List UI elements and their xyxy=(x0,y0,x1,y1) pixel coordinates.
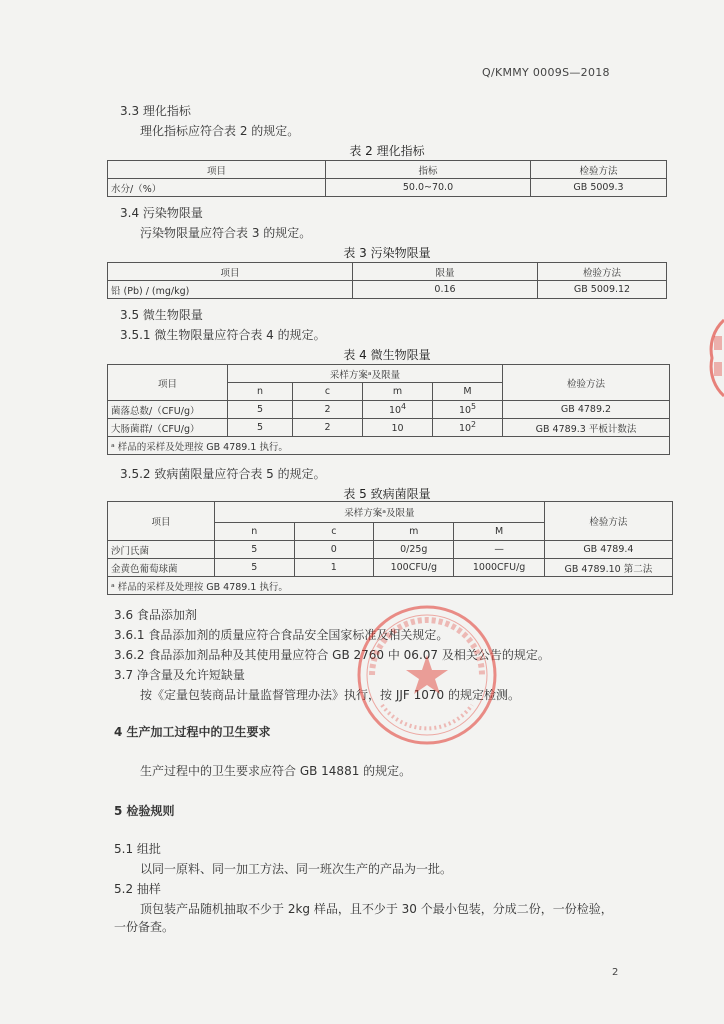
section-3-7-text: 按《定量包装商品计量监督管理办法》执行，按 JJF 1070 的规定检测。 xyxy=(140,688,520,702)
section-5-1-heading: 5.1 组批 xyxy=(114,842,161,856)
table-header-cell: n xyxy=(228,383,293,401)
table-note: ᵃ 样品的采样及处理按 GB 4789.1 执行。 xyxy=(108,437,670,455)
table-row xyxy=(108,281,667,299)
table-2-caption: 表 2 理化指标 xyxy=(349,144,425,158)
table-header-cell: 采样方案ᵃ及限量 xyxy=(215,502,545,523)
table-cell: 0 xyxy=(294,541,374,559)
table-header-cell: 指标 xyxy=(326,161,531,179)
table-cell: 10 xyxy=(363,419,433,437)
table-cell: 2 xyxy=(293,401,363,419)
table-cell: $10^5$ xyxy=(433,401,503,419)
section-3-6-heading: 3.6 食品添加剂 xyxy=(114,608,197,622)
table-cell: 2 xyxy=(293,419,363,437)
document-id: Q/KMMY 0009S—2018 xyxy=(482,66,610,79)
table-cell: $10^2$ xyxy=(433,419,503,437)
table-3 xyxy=(107,262,667,299)
edge-seal-icon xyxy=(704,318,724,398)
table-header-cell: 项目 xyxy=(108,161,326,179)
table-cell: GB 5009.12 xyxy=(538,281,667,299)
table-cell: 5 xyxy=(228,401,293,419)
table-cell: 沙门氏菌 xyxy=(108,541,215,559)
section-5-heading: 5 检验规则 xyxy=(114,804,175,818)
table-cell: 1 xyxy=(294,559,374,577)
table-header-cell: m xyxy=(374,523,454,541)
page-number: 2 xyxy=(612,967,619,978)
section-4-heading: 4 生产加工过程中的卫生要求 xyxy=(114,725,271,739)
table-header-cell: n xyxy=(215,523,295,541)
table-header-row xyxy=(108,502,673,523)
table-note: ᵃ 样品的采样及处理按 GB 4789.1 执行。 xyxy=(108,577,673,595)
table-2 xyxy=(107,160,667,197)
table-cell: 5 xyxy=(215,541,295,559)
table-cell: GB 4789.2 xyxy=(503,401,670,419)
table-3-caption: 表 3 污染物限量 xyxy=(343,246,431,260)
table-note-row xyxy=(108,437,670,455)
table-cell: GB 4789.3 平板计数法 xyxy=(503,419,670,437)
table-row xyxy=(108,541,673,559)
table-header-cell: 检验方法 xyxy=(531,161,667,179)
table-row xyxy=(108,179,667,197)
table-header-cell: 检验方法 xyxy=(503,365,670,401)
section-5-2-heading: 5.2 抽样 xyxy=(114,882,161,896)
table-row xyxy=(108,401,670,419)
table-header-row xyxy=(108,161,667,179)
table-cell: 菌落总数/（CFU/g） xyxy=(108,401,228,419)
table-header-cell: c xyxy=(294,523,374,541)
table-cell: 0/25g xyxy=(374,541,454,559)
table-header-row xyxy=(108,263,667,281)
section-3-5-1-text: 3.5.1 微生物限量应符合表 4 的规定。 xyxy=(120,328,326,342)
table-cell: 大肠菌群/（CFU/g） xyxy=(108,419,228,437)
table-cell: 铅 (Pb) / (mg/kg) xyxy=(108,281,353,299)
table-note-row xyxy=(108,577,673,595)
table-4-caption: 表 4 微生物限量 xyxy=(343,348,431,362)
table-cell: 50.0~70.0 xyxy=(326,179,531,197)
section-3-6-1-text: 3.6.1 食品添加剂的质量应符合食品安全国家标准及相关规定。 xyxy=(114,628,449,642)
table-row xyxy=(108,559,673,577)
table-cell: 5 xyxy=(228,419,293,437)
table-header-cell: 采样方案ᵃ及限量 xyxy=(228,365,503,383)
section-3-5-2-text: 3.5.2 致病菌限量应符合表 5 的规定。 xyxy=(120,467,326,481)
section-3-3-heading: 3.3 理化指标 xyxy=(120,104,191,118)
table-cell: GB 5009.3 xyxy=(531,179,667,197)
section-3-5-heading: 3.5 微生物限量 xyxy=(120,308,203,322)
company-seal-icon xyxy=(352,600,502,750)
section-3-4-text: 污染物限量应符合表 3 的规定。 xyxy=(140,226,312,240)
table-header-cell: 检验方法 xyxy=(544,502,672,541)
table-header-cell: 项目 xyxy=(108,502,215,541)
table-cell: 水分/（%） xyxy=(108,179,326,197)
table-header-cell: M xyxy=(454,523,544,541)
table-cell: — xyxy=(454,541,544,559)
section-3-3-text: 理化指标应符合表 2 的规定。 xyxy=(140,124,300,138)
table-4 xyxy=(107,364,670,455)
table-header-cell: m xyxy=(363,383,433,401)
table-header-cell: 检验方法 xyxy=(538,263,667,281)
section-4-text: 生产过程中的卫生要求应符合 GB 14881 的规定。 xyxy=(140,764,412,778)
table-cell: 5 xyxy=(215,559,295,577)
table-cell: 1000CFU/g xyxy=(454,559,544,577)
table-header-row xyxy=(108,365,670,383)
table-row xyxy=(108,419,670,437)
section-5-1-text: 以同一原料、同一加工方法、同一班次生产的产品为一批。 xyxy=(140,862,453,876)
section-3-4-heading: 3.4 污染物限量 xyxy=(120,206,203,220)
table-cell: 100CFU/g xyxy=(374,559,454,577)
table-header-cell: 项目 xyxy=(108,263,353,281)
table-cell: $10^4$ xyxy=(363,401,433,419)
table-header-cell: M xyxy=(433,383,503,401)
table-header-cell: 项目 xyxy=(108,365,228,401)
section-3-7-heading: 3.7 净含量及允许短缺量 xyxy=(114,668,245,682)
table-cell: GB 4789.4 xyxy=(544,541,672,559)
section-5-2-text-line1: 顶包装产品随机抽取不少于 2kg 样品，且不少于 30 个最小包装，分成二份，一份检验， xyxy=(140,902,613,916)
section-3-6-2-text: 3.6.2 食品添加剂品种及其使用量应符合 GB 2760 中 06.07 及相关公告的规定。 xyxy=(114,648,550,662)
section-5-2-text-line2: 一份备查。 xyxy=(114,920,175,934)
table-5-caption: 表 5 致病菌限量 xyxy=(343,487,431,501)
table-header-cell: c xyxy=(293,383,363,401)
table-5 xyxy=(107,501,673,595)
table-cell: 0.16 xyxy=(353,281,538,299)
table-cell: 金黄色葡萄球菌 xyxy=(108,559,215,577)
table-header-cell: 限量 xyxy=(353,263,538,281)
table-cell: GB 4789.10 第二法 xyxy=(544,559,672,577)
